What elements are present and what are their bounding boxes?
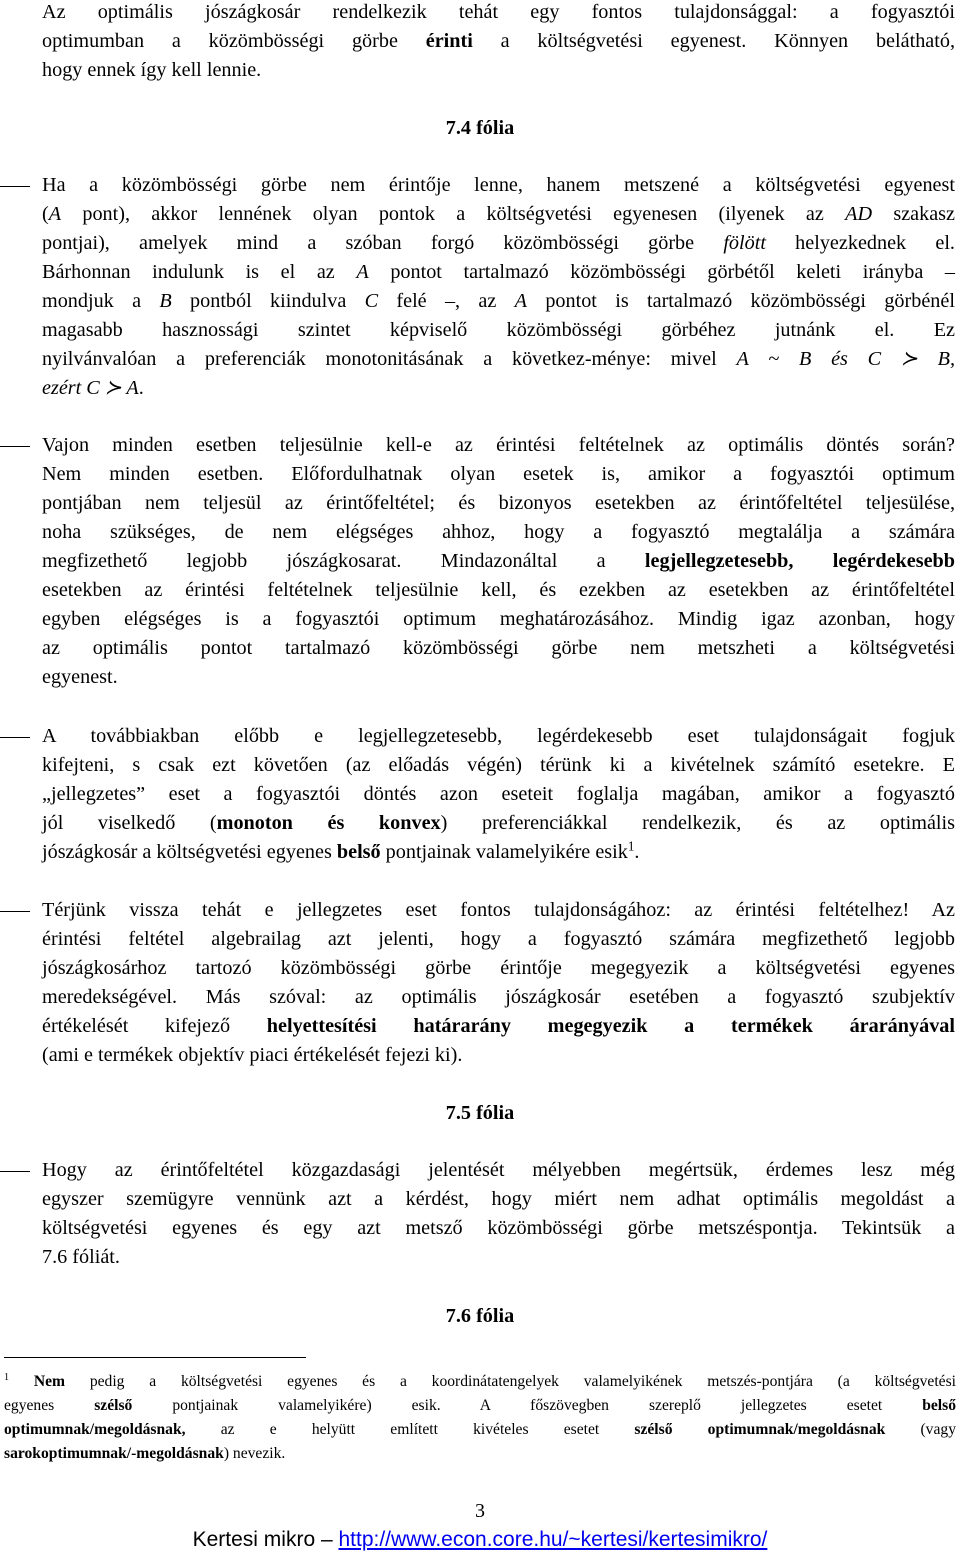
text-line: noha szükséges, de nem elégséges ahhoz, hogy a fogyasztó megtalálja a számára [42, 521, 955, 543]
page-number: 3 [475, 1500, 485, 1522]
text-line: jószágkosárhoz tartozó közömbösségi görbe érintője megegyezik a költségvetési egyenes [42, 957, 955, 979]
text-line: A továbbiakban előbb e legjellegzetesebb, legérdekesebb eset tulajdonságait fogjuk [42, 725, 955, 747]
math-expression: A ~ B és C ≻ B, [736, 348, 955, 370]
slide-heading-7-5: 7.5 fólia [445, 1102, 515, 1124]
text-line: mondjuk a B pontból kiindulva C felé –, az A pontot is tartalmazó közömbösségi görbénél [42, 290, 955, 312]
bullet-dash [0, 186, 30, 187]
slide-heading-7-6: 7.6 fólia [445, 1305, 515, 1327]
bullet-dash [0, 446, 30, 447]
text-line: egyszer szemügyre vennünk azt a kérdést, hogy miért nem adhat optimális megoldást a [42, 1188, 955, 1210]
text-line: Nem minden esetben. Előfordulhatnak olyan esetek is, amikor a fogyasztói optimum [42, 463, 955, 485]
bullet-dash [0, 737, 30, 738]
text-line: esetekben az érintési feltételnek teljesülnie kell, és ezekben az esetekben az érintőfeltétel [42, 579, 955, 601]
text-line: egyenes szélső pontjainak valamelyikére) esik. A főszövegben szereplő jellegzetes esetet belső [4, 1397, 956, 1414]
text-line: Térjünk vissza tehát e jellegzetes eset fontos tulajdonságához: az érintési feltételhez! Az [42, 899, 955, 921]
text-line: Hogy az érintőfeltétel közgazdasági jelentését mélyebben megértsük, érdemes lesz még [42, 1159, 955, 1181]
text-line: $^1$ Nem pedig a költségvetési egyenes és a koordinátatengelyek valamelyikének metszés-pontjára (a költségvetési [4, 1371, 956, 1390]
text-line: az optimális pontot tartalmazó közömbösségi görbe nem metszheti a költségvetési [42, 637, 955, 659]
text-line: (ami e termékek objektív piaci értékelését fejezi ki). [42, 1044, 463, 1066]
emphasis: monoton és konvex [216, 812, 441, 834]
text-line: egyben elégséges is a fogyasztói optimum meghatározásához. Mindig igaz azonban, hogy [42, 608, 955, 630]
footnote-separator [4, 1357, 306, 1358]
text-line: pontjai), amelyek mind a szóban forgó közömbösségi görbe fölött helyezkednek el. [42, 232, 955, 254]
footer-label: Kertesi mikro – [192, 1528, 339, 1551]
text-line: sarokoptimumnak/-megoldásnak) nevezik. [4, 1445, 286, 1462]
emphasis: érinti [425, 30, 473, 52]
text-line: kifejteni, s csak ezt követően (az előadás végén) térünk ki a kivételnek számító esetekre. E [42, 754, 955, 776]
emphasis: belső [336, 841, 381, 863]
text-line: egyenest. [42, 666, 118, 688]
paragraph-tangency-condition [42, 896, 955, 1070]
text-line: megfizethető legjobb jószágkosarat. Mindazonáltal a legjellegzetesebb, legérdekesebb [42, 550, 955, 572]
bullet-dash [0, 1171, 30, 1172]
text-line: optimumban a közömbösségi görbe érinti a költségvetési egyenest. Könnyen belátható, [42, 30, 955, 52]
footnote [4, 1370, 956, 1466]
text-line: jószágkosár a költségvetési egyenes belső pontjainak valamelyikére esik$^1$. [42, 838, 640, 863]
slide-heading-7-4: 7.4 fólia [445, 117, 515, 139]
math-expression: ezért C ≻ A [42, 377, 139, 399]
page-footer [0, 1528, 960, 1552]
text-line: Az optimális jószágkosár rendelkezik tehát egy fontos tulajdonsággal: a fogyasztói [42, 1, 955, 23]
paragraph-typical-case [42, 722, 955, 867]
course-website-link[interactable]: http://www.econ.core.hu/~kertesi/kertesimikro/ [338, 1528, 768, 1551]
text-line: meredekségével. Más szóval: az optimális jószágkosár esetében a fogyasztó szubjektív [42, 986, 955, 1008]
text-line: „jellegzetes” eset a fogyasztói döntés azon eseteit foglalja magában, amikor a fogyasztó [42, 783, 955, 805]
text-line: nyilvánvalóan a preferenciák monotonitásának a következ-ménye: mivel A ~ B és C ≻ B, [42, 348, 955, 370]
text-line: Ha a közömbösségi görbe nem érintője lenne, hanem metszené a költségvetési egyenest [42, 174, 955, 196]
footnote-ref[interactable]: 1 [627, 838, 635, 854]
text-line: értékelését kifejező helyettesítési határarány megegyezik a termékek árarányával [42, 1015, 955, 1037]
text-line: Bárhonnan indulunk is el az A pontot tartalmazó közömbösségi görbétől keleti irányba – [42, 261, 955, 283]
text-line: optimumnak/megoldásnak, az e helyütt említett kivételes esetet szélső optimumnak/megoldásnak (vagy [4, 1421, 956, 1438]
text-line: magasabb hasznossági szintet képviselő közömbösségi görbéhez jutnánk el. Ez [42, 319, 955, 341]
emphasis: legjellegzetesebb, legérdekesebb [644, 550, 955, 572]
text-line: jól viselkedő (monoton és konvex) preferenciákkal rendelkezik, és az optimális [42, 812, 956, 834]
emphasis: helyettesítési határarány megegyezik a termékek árarányával [266, 1015, 955, 1037]
text-line: hogy ennek így kell lennie. [42, 59, 262, 81]
paragraph-tangency [42, 171, 955, 403]
text-line: költségvetési egyenes és egy azt metsző közömbösségi görbe metszéspontja. Tekintsük a [42, 1217, 955, 1239]
intro-paragraph [42, 0, 955, 85]
text-line: ezért C ≻ A. [42, 377, 144, 399]
text-line: érintési feltétel algebrailag azt jelenti, hogy a fogyasztó számára megfizethető legjobb [42, 928, 955, 950]
text-line: Vajon minden esetben teljesülnie kell-e az érintési feltételnek az optimális döntés során? [42, 434, 955, 456]
footnote-marker: 1 [4, 1371, 10, 1383]
paragraph-exceptions [42, 431, 955, 692]
text-line: (A pont), akkor lennének olyan pontok a költségvetési egyenesen (ilyenek az AD szakasz [42, 203, 955, 225]
bullet-dash [0, 911, 30, 912]
text-line: pontjában nem teljesül az érintőfeltétel; és bizonyos esetekben az érintőfeltétel teljesülése, [42, 492, 955, 514]
text-line: 7.6 fóliát. [42, 1246, 120, 1268]
paragraph-economic-meaning [42, 1156, 955, 1272]
